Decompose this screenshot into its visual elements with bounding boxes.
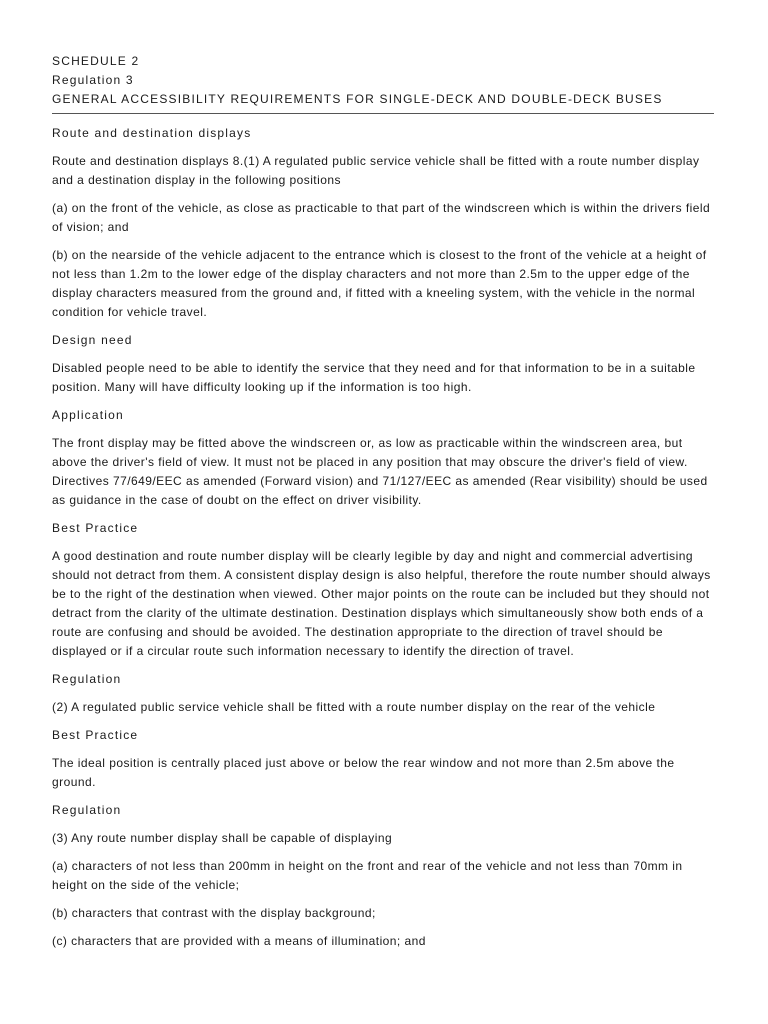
document-title: GENERAL ACCESSIBILITY REQUIREMENTS FOR SINGLE-DECK AND DOUBLE-DECK BUSES xyxy=(52,92,663,106)
paragraph: (c) characters that are provided with a means of illumination; and xyxy=(52,934,426,948)
section-heading: Regulation xyxy=(52,803,122,817)
paragraph: Disabled people need to be able to identify the service that they need and for that information to be in a suitable position. Many will have difficulty looking up if the information is too high. xyxy=(52,361,696,394)
paragraph: (a) characters of not less than 200mm in height on the front and rear of the vehicle and not less than 70mm in height on the side of the vehicle; xyxy=(52,859,683,892)
paragraph: Route and destination displays 8.(1) A regulated public service vehicle shall be fitted with a route number display and a destination display in the following positions xyxy=(52,154,700,187)
section-heading: Application xyxy=(52,408,124,422)
paragraph: The front display may be fitted above the windscreen or, as low as practicable within the windscreen area, but above the driver's field of view. It must not be placed in any position that may obscure the driver's field of view. Directives 77/649/EEC as amended (Forward vision) and 71/127/EEC as amended (Rear visibility) should be used as guidance in the case of doubt on the effect on driver visibility. xyxy=(52,436,708,507)
section-heading: Route and destination displays xyxy=(52,126,252,140)
paragraph: (b) characters that contrast with the display background; xyxy=(52,906,376,920)
document-body xyxy=(52,124,714,951)
paragraph: (3) Any route number display shall be capable of displaying xyxy=(52,831,393,845)
paragraph: (a) on the front of the vehicle, as close as practicable to that part of the windscreen which is within the drivers field of vision; and xyxy=(52,201,711,234)
section-heading: Design need xyxy=(52,333,133,347)
paragraph: (b) on the nearside of the vehicle adjacent to the entrance which is closest to the front of the vehicle at a height of not less than 1.2m to the lower edge of the display characters and not more than 2.5m to the upper edge of the display characters measured from the ground and, if fitted with a kneeling system, with the vehicle in the normal condition for vehicle travel. xyxy=(52,248,707,319)
schedule-label: SCHEDULE 2 xyxy=(52,54,140,68)
section-heading: Regulation xyxy=(52,672,122,686)
paragraph: (2) A regulated public service vehicle shall be fitted with a route number display on the rear of the vehicle xyxy=(52,700,656,714)
header-divider xyxy=(52,113,714,114)
paragraph: A good destination and route number display will be clearly legible by day and night and commercial advertising should not detract from them. A consistent display design is also helpful, therefore the route number should always be to the right of the destination when viewed. Other major points on the route can be included but they should not detract from the clarity of the ultimate destination. Destination displays which simultaneously show both ends of a route are confusing and should be avoided. The destination appropriate to the direction of travel should be displayed or if a circular route such information necessary to identify the direction of travel. xyxy=(52,549,711,658)
paragraph: The ideal position is centrally placed just above or below the rear window and not more than 2.5m above the ground. xyxy=(52,756,675,789)
section-heading: Best Practice xyxy=(52,521,139,535)
document-page xyxy=(52,52,714,960)
regulation-label: Regulation 3 xyxy=(52,73,134,87)
section-heading: Best Practice xyxy=(52,728,139,742)
